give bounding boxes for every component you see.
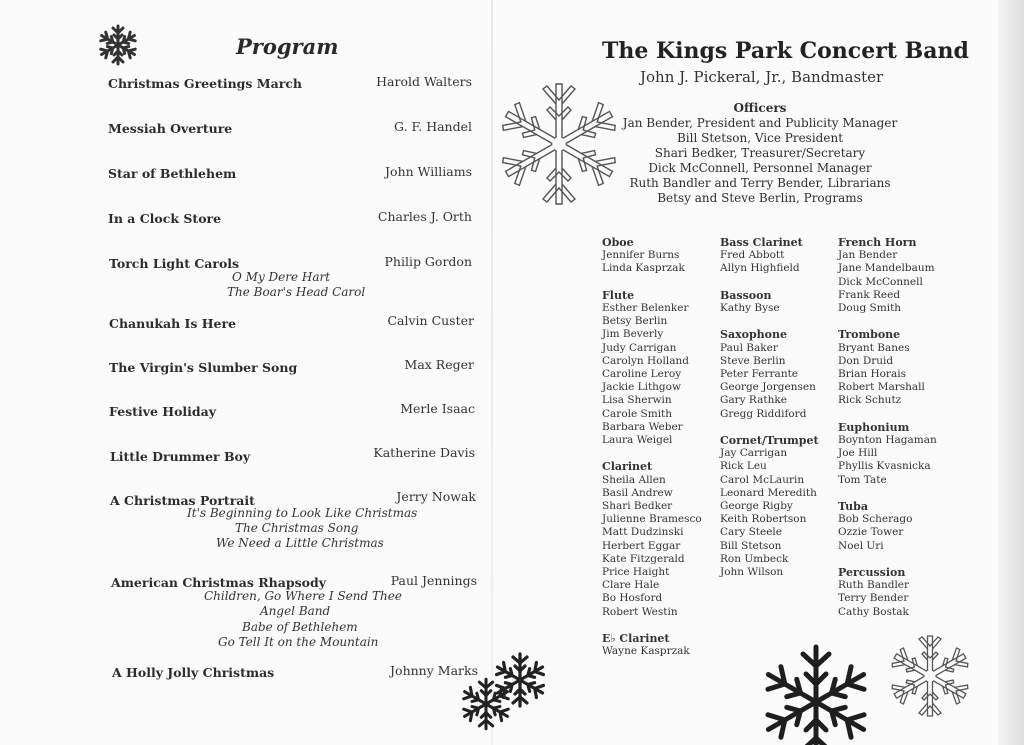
piece-subtitle: The Christmas Song — [235, 521, 359, 535]
officers-block — [600, 101, 920, 206]
piece-title: A Christmas Portrait — [110, 493, 255, 508]
piece-composer: Johnny Marks — [390, 663, 478, 678]
member-name: Gregg Riddiford — [720, 407, 807, 420]
member-name: Allyn Highfield — [720, 262, 800, 275]
piece-title: Festive Holiday — [109, 404, 217, 419]
piece-title: Messiah Overture — [108, 121, 233, 136]
officer-line: Jan Bender, President and Publicity Manager — [622, 116, 898, 130]
piece-title: The Virgin's Slumber Song — [109, 360, 298, 375]
member-name: Barbara Weber — [602, 420, 683, 433]
section-heading: Bassoon — [720, 288, 772, 302]
section-heading: Percussion — [838, 566, 906, 580]
officer-line: Dick McConnell, Personnel Manager — [648, 161, 872, 175]
member-name: Wayne Kasprzak — [602, 645, 690, 658]
member-name: Ruth Bandler — [838, 579, 910, 592]
piece-subtitle: Angel Band — [260, 604, 331, 618]
piece-composer: Jerry Nowak — [396, 489, 476, 504]
snowflake-icon — [95, 22, 141, 68]
member-name: Herbert Eggar — [602, 539, 681, 552]
member-name: Jan Bender — [838, 249, 898, 262]
member-name: Peter Ferrante — [720, 368, 799, 380]
officer-line: Betsy and Steve Berlin, Programs — [657, 191, 863, 205]
band-title: The Kings Park Concert Band — [602, 38, 969, 64]
piece-subtitle: Children, Go Where I Send Thee — [204, 589, 402, 603]
roster-column-1 — [602, 236, 702, 658]
member-name: Bob Scherago — [838, 513, 913, 526]
piece-subtitle: The Boar's Head Carol — [227, 285, 366, 299]
member-name: Tom Tate — [838, 473, 887, 486]
section-heading: Tuba — [838, 500, 868, 514]
member-name: Noel Uri — [838, 539, 884, 552]
member-name: Terry Bender — [838, 592, 909, 605]
member-name: Price Haight — [602, 566, 670, 579]
section-heading: Oboe — [602, 236, 634, 249]
piece-composer: Philip Gordon — [384, 254, 472, 269]
member-name: Doug Smith — [838, 302, 902, 315]
member-name: Boynton Hagaman — [838, 434, 937, 447]
piece-composer: Paul Jennings — [390, 573, 477, 588]
member-name: Ozzie Tower — [838, 526, 904, 539]
member-name: Ron Umbeck — [720, 552, 789, 565]
member-name: Robert Westin — [602, 605, 678, 618]
roster-column-3 — [838, 236, 937, 619]
member-name: John Wilson — [720, 566, 784, 579]
piece-composer: Max Reger — [404, 357, 474, 372]
roster-column-2 — [720, 236, 819, 579]
page-edge-shadow — [998, 0, 1024, 745]
member-name: Jane Mandelbaum — [838, 262, 935, 275]
member-name: Kate Fitzgerald — [602, 552, 685, 565]
center-fold — [491, 0, 493, 745]
member-name: Lisa Sherwin — [602, 394, 672, 407]
piece-composer: Harold Walters — [376, 74, 472, 89]
piece-title: Little Drummer Boy — [110, 449, 251, 464]
section-heading: Cornet/Trumpet — [720, 434, 819, 447]
member-name: Rick Leu — [720, 460, 767, 473]
section-heading: Saxophone — [720, 328, 787, 342]
member-name: Jennifer Burns — [602, 249, 680, 262]
member-name: Dick McConnell — [838, 275, 923, 288]
piece-subtitle: Go Tell It on the Mountain — [218, 635, 379, 649]
member-name: Jim Beverly — [602, 328, 664, 341]
officer-line: Bill Stetson, Vice President — [676, 131, 844, 145]
section-heading: Clarinet — [602, 460, 653, 474]
member-name: Sheila Allen — [602, 473, 666, 486]
piece-subtitle: It's Beginning to Look Like Christmas — [187, 506, 418, 520]
member-name: Laura Weigel — [602, 434, 673, 447]
officers-heading: Officers — [733, 101, 787, 115]
member-name: Matt Dudzinski — [602, 526, 684, 539]
member-name: Bryant Banes — [838, 341, 910, 354]
section-heading: E♭ Clarinet — [602, 632, 670, 646]
member-name: Bill Stetson — [720, 539, 782, 552]
piece-title: Christmas Greetings March — [108, 76, 303, 91]
piece-title: Torch Light Carols — [109, 256, 240, 271]
member-name: Judy Carrigan — [602, 341, 677, 354]
piece-composer: Charles J. Orth — [377, 209, 472, 224]
section-heading: Euphonium — [838, 420, 910, 434]
piece-composer: Merle Isaac — [400, 401, 475, 416]
member-name: Gary Rathke — [720, 394, 787, 407]
member-name: Jay Carrigan — [720, 447, 788, 460]
member-name: Robert Marshall — [838, 381, 925, 394]
piece-composer: Calvin Custer — [387, 313, 474, 328]
member-name: Carolyn Holland — [602, 354, 689, 367]
program-title: Program — [236, 34, 339, 59]
piece-title: Star of Bethlehem — [108, 166, 237, 181]
member-name: Frank Reed — [838, 288, 901, 301]
member-name: George Jorgensen — [720, 381, 816, 394]
piece-subtitle: O My Dere Hart — [232, 270, 331, 284]
piece-composer: John Williams — [385, 164, 472, 179]
section-heading: Bass Clarinet — [720, 236, 803, 249]
member-name: Phyllis Kvasnicka — [838, 460, 931, 473]
piece-composer: G. F. Handel — [394, 119, 472, 134]
member-name: Esther Belenker — [602, 302, 689, 314]
member-name: Betsy Berlin — [602, 315, 668, 328]
member-name: Paul Baker — [720, 341, 778, 354]
member-name: Don Druid — [838, 354, 894, 367]
snowflake-outline-small-icon — [880, 630, 980, 722]
piece-composer: Katherine Davis — [373, 445, 475, 460]
officer-line: Ruth Bandler and Terry Bender, Librarians — [629, 176, 891, 190]
member-name: Brian Horais — [838, 368, 906, 381]
section-heading: Trombone — [838, 328, 901, 342]
member-name: Bo Hosford — [602, 592, 663, 605]
member-name: Clare Hale — [602, 579, 660, 592]
snowflake-large-icon — [756, 640, 876, 745]
piece-title: In a Clock Store — [108, 211, 222, 226]
member-name: Joe Hill — [838, 447, 878, 460]
section-heading: Flute — [602, 288, 635, 302]
member-name: Caroline Leroy — [602, 368, 682, 381]
member-name: Linda Kasprzak — [602, 262, 685, 275]
member-name: Julienne Bramesco — [602, 513, 702, 526]
piece-title: American Christmas Rhapsody — [111, 575, 326, 590]
member-name: Carole Smith — [602, 407, 673, 420]
snowflake-cluster-icon — [458, 650, 554, 732]
member-name: Cathy Bostak — [838, 605, 909, 618]
member-name: Steve Berlin — [720, 354, 786, 367]
member-name: Cary Steele — [720, 526, 782, 539]
member-name: Kathy Byse — [720, 302, 780, 314]
section-heading: French Horn — [838, 236, 917, 249]
member-name: Keith Robertson — [720, 513, 807, 526]
piece-subtitle: We Need a Little Christmas — [216, 536, 384, 550]
officer-line: Shari Bedker, Treasurer/Secretary — [654, 146, 866, 160]
piece-title: A Holly Jolly Christmas — [112, 665, 275, 680]
member-name: Fred Abbott — [720, 249, 785, 262]
member-name: Jackie Lithgow — [602, 381, 681, 394]
member-name: George Rigby — [720, 500, 793, 513]
member-name: Carol McLaurin — [720, 473, 805, 486]
member-name: Rick Schutz — [838, 394, 902, 407]
member-name: Basil Andrew — [602, 486, 673, 499]
member-name: Shari Bedker — [602, 500, 673, 513]
bandmaster: John J. Pickeral, Jr., Bandmaster — [640, 68, 884, 86]
piece-subtitle: Babe of Bethlehem — [242, 620, 358, 634]
piece-title: Chanukah Is Here — [109, 316, 237, 331]
member-name: Leonard Meredith — [720, 486, 817, 499]
